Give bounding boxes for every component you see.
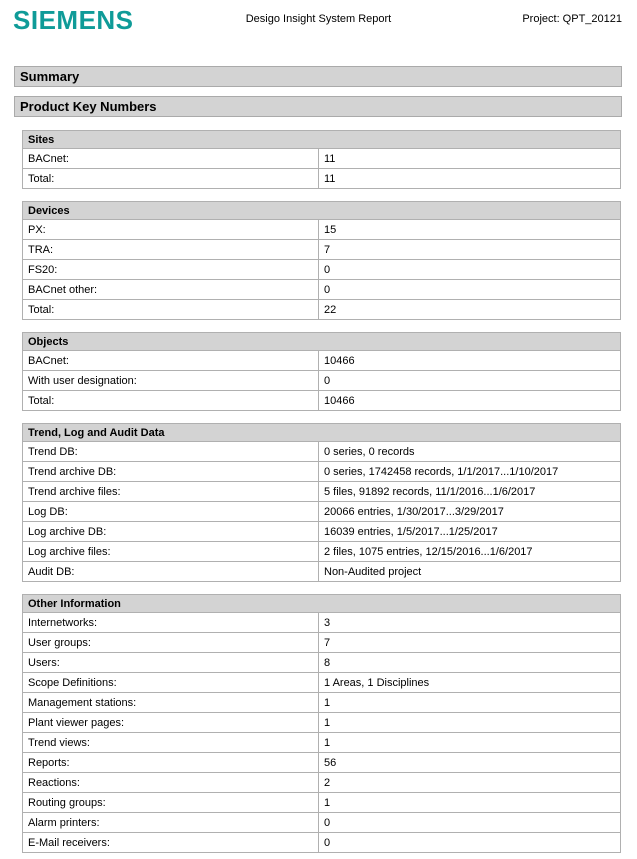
row-label: BACnet other: [23, 280, 319, 300]
devices-table [22, 201, 621, 320]
row-value: 3 [319, 613, 621, 633]
section-header-product-key-numbers: Product Key Numbers [14, 96, 622, 117]
table-row [23, 693, 621, 713]
row-value: 8 [319, 653, 621, 673]
table-header-row [23, 333, 621, 351]
tables-container [22, 130, 637, 853]
table-title: Objects [23, 333, 621, 351]
table-row [23, 169, 621, 189]
row-label: Management stations: [23, 693, 319, 713]
table-row [23, 502, 621, 522]
row-label: Trend DB: [23, 442, 319, 462]
table-row [23, 653, 621, 673]
trend-log-audit-table [22, 423, 621, 582]
table-row [23, 280, 621, 300]
row-label: Trend archive files: [23, 482, 319, 502]
row-label: Plant viewer pages: [23, 713, 319, 733]
row-label: Users: [23, 653, 319, 673]
table-header-row [23, 131, 621, 149]
table-header-row [23, 595, 621, 613]
table-row [23, 773, 621, 793]
table-row [23, 713, 621, 733]
table-row [23, 391, 621, 411]
row-value: 1 [319, 733, 621, 753]
row-label: FS20: [23, 260, 319, 280]
row-value: 7 [319, 240, 621, 260]
row-label: Audit DB: [23, 562, 319, 582]
row-value: 2 [319, 773, 621, 793]
row-value: 16039 entries, 1/5/2017...1/25/2017 [319, 522, 621, 542]
table-row [23, 522, 621, 542]
table-row [23, 673, 621, 693]
table-row [23, 733, 621, 753]
row-label: Routing groups: [23, 793, 319, 813]
other-information-table [22, 594, 621, 853]
row-label: Total: [23, 169, 319, 189]
row-value: 0 [319, 260, 621, 280]
row-value: 1 [319, 693, 621, 713]
table-header-row [23, 202, 621, 220]
row-value: 0 [319, 833, 621, 853]
row-label: Log archive DB: [23, 522, 319, 542]
table-row [23, 220, 621, 240]
table-title: Sites [23, 131, 621, 149]
table-row [23, 462, 621, 482]
row-label: Scope Definitions: [23, 673, 319, 693]
table-row [23, 833, 621, 853]
row-label: TRA: [23, 240, 319, 260]
section-header-summary: Summary [14, 66, 622, 87]
project-label: Project: QPT_20121 [522, 13, 622, 25]
table-row [23, 260, 621, 280]
table-row [23, 149, 621, 169]
row-value: 0 series, 1742458 records, 1/1/2017...1/10/2017 [319, 462, 621, 482]
table-row [23, 613, 621, 633]
row-value: 0 [319, 813, 621, 833]
row-value: 20066 entries, 1/30/2017...3/29/2017 [319, 502, 621, 522]
row-value: 10466 [319, 351, 621, 371]
row-value: 22 [319, 300, 621, 320]
row-label: Log DB: [23, 502, 319, 522]
report-header [0, 0, 637, 66]
table-title: Devices [23, 202, 621, 220]
row-label: Trend views: [23, 733, 319, 753]
report-title: Desigo Insight System Report [245, 13, 392, 25]
row-value: 7 [319, 633, 621, 653]
row-value: 5 files, 91892 records, 11/1/2016...1/6/2017 [319, 482, 621, 502]
row-label: Log archive files: [23, 542, 319, 562]
row-value: 1 [319, 713, 621, 733]
row-value: 1 [319, 793, 621, 813]
table-title: Other Information [23, 595, 621, 613]
table-row [23, 753, 621, 773]
row-label: With user designation: [23, 371, 319, 391]
row-label: PX: [23, 220, 319, 240]
objects-table [22, 332, 621, 411]
row-value: 1 Areas, 1 Disciplines [319, 673, 621, 693]
row-value: 11 [319, 149, 621, 169]
row-value: Non-Audited project [319, 562, 621, 582]
row-value: 10466 [319, 391, 621, 411]
table-row [23, 793, 621, 813]
row-label: Reports: [23, 753, 319, 773]
table-row [23, 442, 621, 462]
row-value: 0 series, 0 records [319, 442, 621, 462]
row-value: 0 [319, 371, 621, 391]
table-row [23, 300, 621, 320]
row-label: Alarm printers: [23, 813, 319, 833]
row-label: Trend archive DB: [23, 462, 319, 482]
table-row [23, 371, 621, 391]
row-value: 0 [319, 280, 621, 300]
row-label: User groups: [23, 633, 319, 653]
row-value: 2 files, 1075 entries, 12/15/2016...1/6/2017 [319, 542, 621, 562]
row-label: BACnet: [23, 351, 319, 371]
row-value: 15 [319, 220, 621, 240]
row-label: Reactions: [23, 773, 319, 793]
row-value: 11 [319, 169, 621, 189]
row-label: Total: [23, 300, 319, 320]
siemens-logo: SIEMENS [13, 5, 134, 35]
table-row [23, 240, 621, 260]
table-row [23, 482, 621, 502]
row-label: BACnet: [23, 149, 319, 169]
row-value: 56 [319, 753, 621, 773]
row-label: Total: [23, 391, 319, 411]
table-row [23, 542, 621, 562]
table-row [23, 351, 621, 371]
row-label: E-Mail receivers: [23, 833, 319, 853]
table-header-row [23, 424, 621, 442]
row-label: Internetworks: [23, 613, 319, 633]
table-title: Trend, Log and Audit Data [23, 424, 621, 442]
table-row [23, 633, 621, 653]
table-row [23, 562, 621, 582]
table-row [23, 813, 621, 833]
sites-table [22, 130, 621, 189]
